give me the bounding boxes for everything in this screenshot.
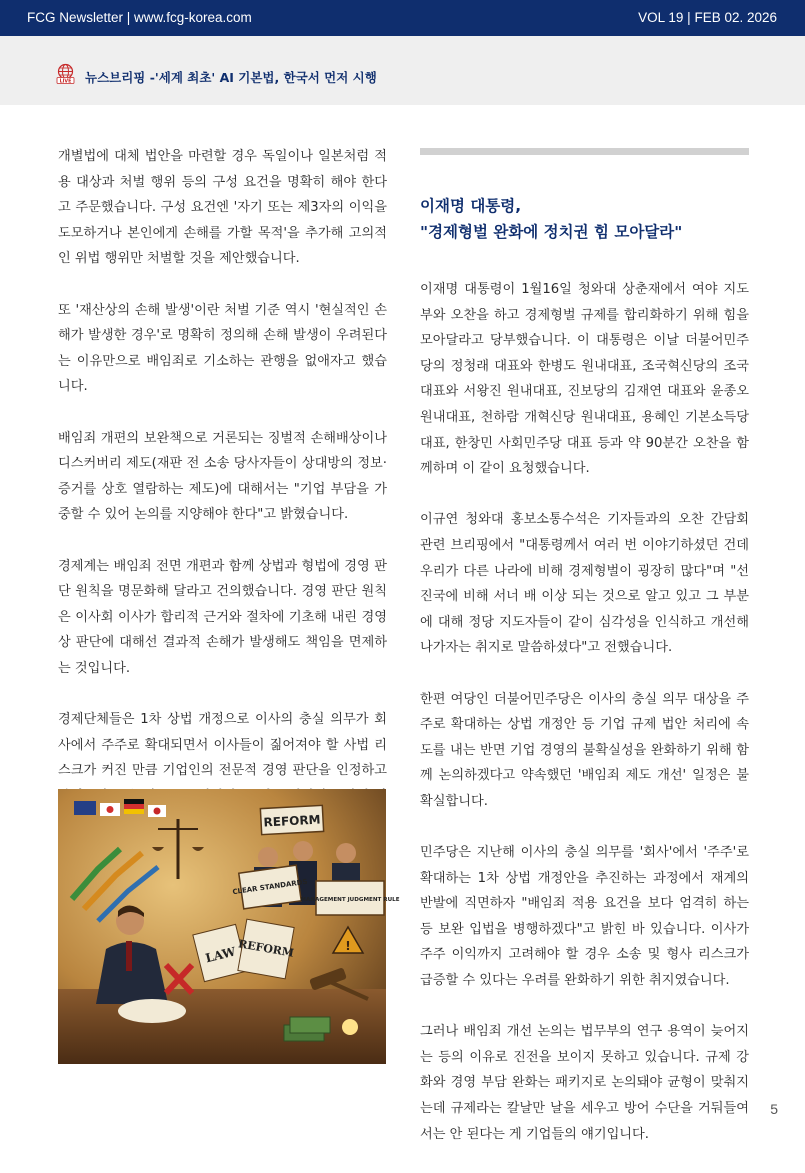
flag-icon <box>124 799 144 804</box>
article-paragraph: 배임죄 개편의 보완책으로 거론되는 징벌적 손해배상이나 디스커버리 제도(재판 전 소송 당사자들이 상대방의 정보·증거를 상호 열람하는 제도)에 대해서는 "기업 부담을 가중할 수 있어 논의를 지양해야 한다"고 밝혔습니다. <box>58 430 387 523</box>
section-header <box>0 36 805 105</box>
article-paragraph: 또 '재산상의 손해 발생'이란 처벌 기준 역시 '현실적인 손해가 발생한 경우'로 명확히 정의해 손해 발생이 우려된다는 이유만으로 배임죄로 기소하는 관행을 없애자고 했습니다. <box>58 302 387 395</box>
section-title: 뉴스브리핑 -'세계 최초' AI 기본법, 한국서 먼저 시행 <box>85 70 377 85</box>
law-text: LAW <box>203 944 238 966</box>
clear-standards-text: CLEAR STANDARDS <box>231 877 309 897</box>
article-paragraph: 그러나 배임죄 개선 논의는 법무부의 연구 용역이 늦어지는 등의 이유로 진전을 보이지 못하고 있습니다. 규제 강화와 경영 부담 완화는 패키지로 논의돼야 균형이 맞춰지는데 규제라는 칼날만 날을 세우고 방어 수단을 거둬들여서는 안 된다는 게 기업들의 얘기입니다. <box>420 1024 749 1142</box>
heading-line-2: "경제형벌 완화에 정치권 힘 모아달라" <box>420 223 683 241</box>
management-judgment-text: MANAGEMENT JUDGMENT RULE <box>300 897 400 903</box>
newsletter-site: FCG Newsletter | www.fcg-korea.com <box>27 10 252 25</box>
article-paragraph: 한편 여당인 더불어민주당은 이사의 충실 의무 대상을 주주로 확대하는 상법 개정안 등 기업 규제 법안 처리에 속도를 내는 반면 기업 경영의 불확실성을 완화하기 위해 함께 논의하겠다고 약속했던 '배임죄 제도 개선' 일정은 불확실합니다. <box>420 691 749 809</box>
top-bar <box>0 0 805 36</box>
reform-paper-text: REFORM <box>237 937 295 960</box>
article-paragraph: 이규연 청와대 홍보소통수석은 기자들과의 오찬 간담회 관련 브리핑에서 "대통령께서 여러 번 이야기하셨던 건데 우리가 다른 나라에 비해 경제형벌이 굉장히 많다"며 "선진국에 비해 서너 배 이상 되는 것으로 알고 있고 그 부분에 대해 정당 지도자들이 같이 심각성을 인식하고 개선해 나가자는 취지로 말씀하셨다"고 전했습니다. <box>420 512 749 656</box>
article-paragraph: 경제계는 배임죄 전면 개편과 함께 상법과 형법에 경영 판단 원칙을 명문화해 달라고 건의했습니다. 경영 판단 원칙은 이사회 이사가 합리적 근거와 절차에 기초해 내린 경영상 판단에 대해선 결과적 손해가 발생해도 책임을 면제하는 것입니다. <box>58 558 387 676</box>
article-paragraph: 경제단체들은 1차 상법 개정으로 이사의 충실 의무가 회사에서 주주로 확대되면서 이사들이 짊어져야 할 사법 리스크가 커진 만큼 기업인의 전문적 경영 판단을 인정하고 <box>58 712 387 779</box>
reform-illustration <box>58 789 400 1064</box>
issue-date: VOL 19 | FEB 02. 2026 <box>638 10 777 25</box>
left-column <box>58 144 387 861</box>
article-heading <box>420 193 749 245</box>
svg-text:!: ! <box>345 939 351 953</box>
heading-line-1: 이재명 대통령, <box>420 197 522 215</box>
article-paragraph: 이재명 대통령이 1월16일 청와대 상춘재에서 여야 지도부와 오찬을 하고 경제형벌 규제를 합리화하기 위해 힘을 모아달라고 당부했습니다. 이 대통령은 이날 더불어민주당의 정청래 대표와 한병도 원내대표, 조국혁신당의 조국 대표와 서왕진 원내대표, 진보당의 김재연 대표와 윤종오 원내대표, 천하람 개혁신당 원내대표, 용혜인 기본소득당 대표, 한창민 사회민주당 대표 등과 약 90분간 오찬을 함께하며 이 같이 요청했습니다. <box>420 282 749 477</box>
section-divider <box>420 148 749 155</box>
right-column <box>420 144 749 1173</box>
page-number: 5 <box>770 1101 778 1117</box>
live-label: LIVE <box>59 79 72 85</box>
reform-sign-text: REFORM <box>263 812 321 830</box>
article-paragraph: 민주당은 지난해 이사의 충실 의무를 '회사'에서 '주주'로 확대하는 1차 상법 개정안을 추진하는 과정에서 재계의 반발에 직면하자 "배임죄 적용 요건을 보다 엄격히 하는 등 보완 입법을 병행하겠다"고 밝힌 바 있습니다. 이사가 주주 이익까지 고려해야 할 경우 소송 및 형사 리스크가 급증할 수 있다는 우려를 완화하기 위한 취지였습니다. <box>420 845 749 989</box>
article-paragraph: 개별법에 대체 법안을 마련할 경우 독일이나 일본처럼 적용 대상과 처벌 행위 등의 구성 요건을 명확히 해야 한다고 주문했습니다. 구성 요건엔 '자기 또는 제3자의 이익을 도모하거나 본인에게 손해를 가할 목적'을 추가해 고의적인 위법 행위만 처벌할 것을 제안했습니다. <box>58 149 387 267</box>
flag-icon <box>74 801 96 815</box>
globe-live-icon <box>55 63 76 84</box>
illustration-svg <box>58 789 400 1064</box>
